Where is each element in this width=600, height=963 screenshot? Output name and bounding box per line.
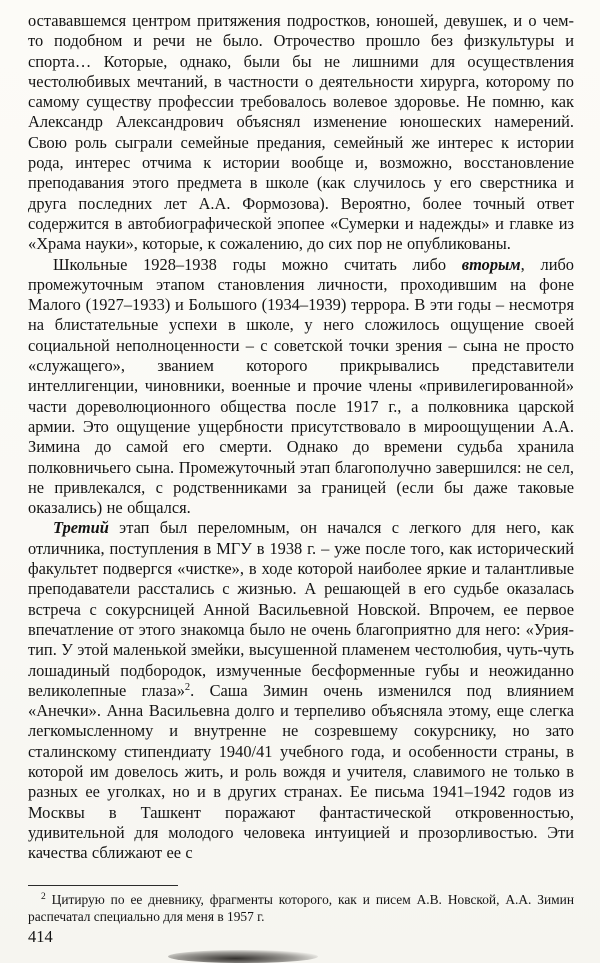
paragraph-3 (28, 518, 574, 863)
page-number: 414 (28, 927, 53, 946)
footnote (28, 891, 574, 925)
footnote-marker: 2 (41, 892, 46, 902)
paragraph-3-text-part1: этап был переломным, он начался с легкого для него, как отличника, поступления в МГУ в 1938 г. – уже после того, как исторический факультет подвергся «чистке», в ходе которой наиболее яркие и талантливые преподаватели расстались с жизнью. А решающей в его судьбе оказалась встреча с сокурсницей Анной Васильевной Новской. Впрочем, ее первое впечатление от этого знакомца было не очень благоприятно для него: «Урия-тип. У этой маленькой змейки, высушенной пламенем честолюбия, чуть-чуть лошадиный подбородок, измученные бесформенные губы и неожиданно великолепные глаза» (28, 518, 574, 700)
emphasis-tretiy: Третий (53, 518, 109, 538)
footnote-separator-rule (28, 885, 178, 886)
paragraph-2-text-before: Школьные 1928–1938 годы можно считать либо (53, 254, 462, 274)
paragraph-3-text-part2: . Саша Зимин очень изменился под влиянием «Анечки». Анна Васильевна долго и терпеливо объясняла этому, еще слегка легкомысленному и внутренне не созревшему сокурснику, но зато сталинскому стипендиату 1940/41 учебного года, и особенности страны, в которой им довелось жить, и роль вождя и учителя, славимого не только в разных ее уголках, но и в других странах. Ее письма 1941–1942 годов из Москвы в Ташкент поражают фантастической откровенностью, удивительной для молодого человека интуицией и прозорливостью. Эти качества сближают ее с (28, 680, 574, 863)
emphasis-vtorym: вторым (461, 254, 521, 274)
footnote-text: Цитирую по ее дневнику, фрагменты которого, как и писем А.В. Новской, А.А. Зимин распечатал специально для меня в 1957 г. (28, 892, 574, 925)
paragraph-2-text-after: , либо промежуточным этапом становления личности, проходившим на фоне Малого (1927–1933) и Большого (1934–1939) террора. В эти годы – несмотря на блистательные успехи в школе, у него сложилось ощущение своей социальной неполноценности – с советской точки зрения – сына не просто «служащего», званием которого прикрывались представители интеллигенции, чиновники, военные и прочие члены «привилегированной» части дореволюционного общества после 1917 г., а полковника царской армии. Это ощущение ущербности присутствовало в мироощущении А.А. Зимина до самой его смерти. Однако до времени судьба хранила полковничьего сына. Промежуточный этап благополучно завершился: не сел, не привлекался, с родственниками за границей (если бы даже таковые оказались) не общался. (28, 254, 574, 518)
text-column (28, 11, 574, 863)
footnote-area (28, 885, 574, 925)
paragraph-2 (28, 255, 574, 519)
scan-artifact (168, 950, 318, 963)
footnote-reference: 2 (184, 681, 191, 693)
paragraph-1 (28, 11, 574, 255)
paragraph-1-text: остававшемся центром притяжения подростков, юношей, девушек, и о чем-то подобном и речи не было. Отрочество прошло без физкультуры и спорта… Которые, однако, были бы не лишними для осуществления честолюбивых мечтаний, в частности о деятельности хирурга, которому по самому существу профессии требовалось волевое здоровье. Не помню, как Александр Александрович объяснял изменение юношеских намерений. Свою роль сыграли семейные предания, семейный же интерес к истории рода, интерес отчима к истории вообще и, возможно, восстановление преподавания этого предмета в школе (как случилось у его сверстника и друга последних лет А.А. Формозова). Вероятно, более точный ответ содержится в автобиографической эпопее «Сумерки и надежды» и главке из «Храма науки», которые, к сожалению, до сих пор не опубликованы. (28, 11, 574, 254)
